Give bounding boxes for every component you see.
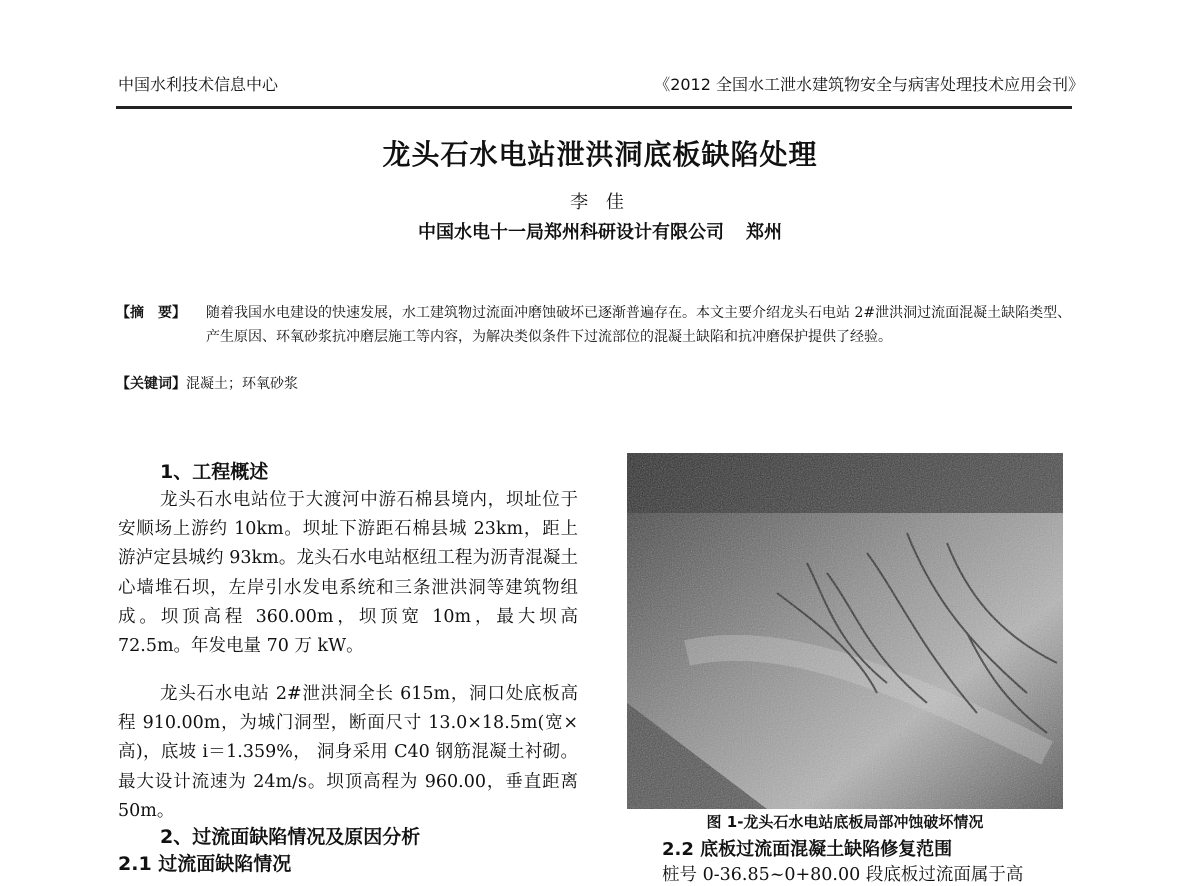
header-left: 中国水利技术信息中心 [118,75,279,94]
article-affiliation [0,218,1200,244]
section-1-heading: 1、工程概述 [160,461,269,483]
section-1-paragraph-1: 龙头石水电站位于大渡河中游石棉县境内，坝址位于安顺场上游约 10km。坝址下游距石棉县城 23km，距上游泸定县城约 93km。龙头石水电站枢纽工程为沥青混凝土心墙堆石坝，左岸引水发电系统和三条泄洪洞等建筑物组成。坝顶高程 360.00m，坝顶宽 10m，最大坝高 72.5m。年发电量 70 万 kW。 [118,490,578,657]
article-title: 龙头石水电站泄洪洞底板缺陷处理 [382,138,818,171]
section-2-heading: 2、过流面缺陷情况及原因分析 [160,826,421,848]
keywords [116,374,298,394]
affiliation-city: 郑州 [746,222,782,243]
abstract-text: 随着我国水电建设的快速发展，水工建筑物过流面冲磨蚀破坏已逐渐普遍存在。本文主要介绍龙头石电站 2#泄洪洞过流面混凝土缺陷类型、产生原因、环氧砂浆抗冲磨层施工等内容，为解决类似条件下过流部位的混凝土缺陷和抗冲磨保护提供了经验。 [206,305,1072,345]
figure-1-photo [627,453,1063,809]
figure-1-caption: 图 1-龙头石水电站底板局部冲蚀破坏情况 [706,813,984,831]
section-2-1-heading: 2.1 过流面缺陷情况 [118,853,292,875]
header-rule [116,106,1072,109]
keywords-text: 混凝土；环氧砂浆 [186,376,298,392]
header-right: 《2012 全国水工泄水建筑物安全与病害处理技术应用会刊》 [654,75,1084,94]
abstract [116,301,1074,349]
affiliation-name: 中国水电十一局郑州科研设计有限公司 [418,222,724,243]
section-1-paragraph-2: 龙头石水电站 2#泄洪洞全长 615m，洞口处底板高程 910.00m，为城门洞型，断面尺寸 13.0×18.5m(宽×高)，底坡 i＝1.359%， 洞身采用 C40 钢筋混凝土衬砌。最大设计流速为 24m/s。坝顶高程为 960.00，垂直距离 50m。 [118,684,578,821]
keywords-label: 【关键词】 [116,376,186,392]
erosion-photo-image [627,453,1063,809]
section-2-2-heading: 2.2 底板过流面混凝土缺陷修复范围 [662,839,953,860]
abstract-label: 【摘 要】 [116,305,186,321]
article-author: 李 佳 [570,192,630,213]
section-2-2-paragraph: 桩号 0-36.85~0+80.00 段底板过流面属于高 [662,865,1024,885]
